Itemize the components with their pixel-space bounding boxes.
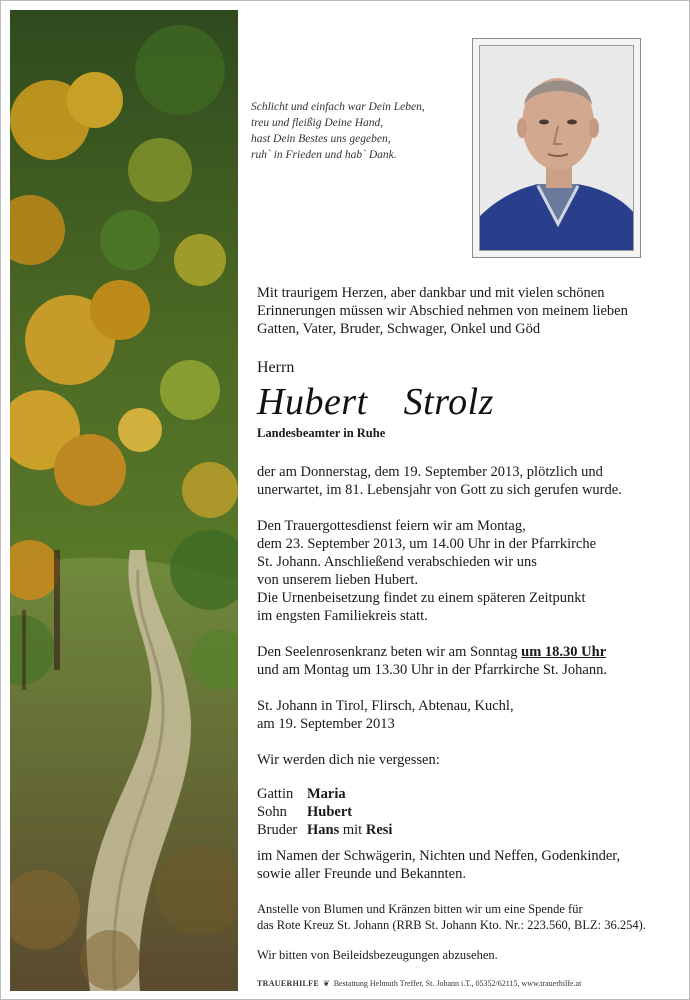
poem-line: ruh` in Frieden und hab` Dank. bbox=[251, 149, 397, 161]
place-date bbox=[257, 697, 672, 733]
portrait-frame bbox=[472, 38, 641, 258]
family-name: Maria bbox=[307, 786, 346, 802]
deceased-name: Hubert Strolz bbox=[257, 381, 494, 423]
footer-logo-icon: ❦ bbox=[322, 979, 330, 988]
donation-paragraph bbox=[257, 901, 672, 933]
salutation: Herrn bbox=[257, 359, 295, 376]
date-line: am 19. September 2013 bbox=[257, 716, 395, 732]
rosary-prefix: Den Seelenrosenkranz beten wir am Sonntag bbox=[257, 644, 522, 660]
family-role: Gattin bbox=[257, 786, 294, 802]
family-row bbox=[257, 785, 672, 803]
place-line: St. Johann in Tirol, Flirsch, Abtenau, Kuchl, bbox=[257, 698, 514, 714]
donation-line: Anstelle von Blumen und Kränzen bitten wir um eine Spende für bbox=[257, 902, 583, 916]
intro-paragraph bbox=[257, 284, 672, 338]
forest-path-image bbox=[10, 10, 238, 991]
poem-line: Schlicht und einfach war Dein Leben, bbox=[251, 101, 425, 113]
service-line: Den Trauergottesdienst feiern wir am Montag, bbox=[257, 518, 526, 534]
family-role: Bruder bbox=[257, 822, 298, 838]
footer-text: Bestattung Helmuth Treffer, St. Johann i.T., 05352/62115, www.trauerhilfe.at bbox=[333, 979, 582, 988]
never-forget: Wir werden dich nie vergessen: bbox=[257, 752, 440, 768]
donation-line: das Rote Kreuz St. Johann (RRB St. Johann Kto. Nr.: 223.560, BLZ: 36.254). bbox=[257, 918, 646, 932]
portrait-photo bbox=[479, 45, 634, 251]
family-row bbox=[257, 821, 672, 839]
family-row bbox=[257, 803, 672, 821]
service-line: im engsten Familiekreis statt. bbox=[257, 608, 428, 624]
service-paragraph bbox=[257, 517, 672, 625]
service-line: St. Johann. Anschließend verabschieden wir uns bbox=[257, 554, 537, 570]
footer bbox=[257, 979, 677, 989]
relatives-line: im Namen der Schwägerin, Nichten und Neffen, Godenkinder, bbox=[257, 848, 621, 864]
deceased-title: Landesbeamter in Ruhe bbox=[257, 426, 386, 440]
relatives-paragraph bbox=[257, 847, 672, 883]
rosary-time: um 18.30 Uhr bbox=[521, 644, 607, 660]
rosary-line-2: und am Montag um 13.30 Uhr in der Pfarrkirche St. Johann. bbox=[257, 662, 607, 678]
rosary-paragraph bbox=[257, 643, 672, 679]
poem-line: treu und fleißig Deine Hand, bbox=[251, 117, 384, 129]
family-partner: Resi bbox=[365, 822, 393, 838]
intro-line: Erinnerungen müssen wir Abschied nehmen von meinem lieben bbox=[257, 303, 628, 319]
service-line: von unserem lieben Hubert. bbox=[257, 572, 419, 588]
footer-brand: TRAUERHILFE bbox=[257, 979, 319, 988]
relatives-line: sowie aller Freunde und Bekannten. bbox=[257, 866, 466, 882]
obituary-text bbox=[257, 284, 672, 963]
poem bbox=[251, 99, 466, 163]
poem-line: hast Dein Bestes uns gegeben, bbox=[251, 133, 391, 145]
death-paragraph bbox=[257, 463, 672, 499]
family-name: Hans bbox=[307, 822, 340, 838]
service-line: Die Urnenbeisetzung findet zu einem späteren Zeitpunkt bbox=[257, 590, 586, 606]
family-list bbox=[257, 785, 672, 839]
family-with: mit bbox=[339, 822, 366, 838]
intro-line: Mit traurigem Herzen, aber dankbar und mit vielen schönen bbox=[257, 285, 605, 301]
death-line: unerwartet, im 81. Lebensjahr von Gott zu sich gerufen wurde. bbox=[257, 482, 622, 498]
intro-line: Gatten, Vater, Bruder, Schwager, Onkel und Göd bbox=[257, 321, 541, 337]
condolences-note: Wir bitten von Beileidsbezeugungen abzusehen. bbox=[257, 948, 498, 962]
rosary-line-1 bbox=[257, 643, 672, 661]
family-role: Sohn bbox=[257, 804, 287, 820]
service-line: dem 23. September 2013, um 14.00 Uhr in der Pfarrkirche bbox=[257, 536, 597, 552]
death-line: der am Donnerstag, dem 19. September 2013, plötzlich und bbox=[257, 464, 603, 480]
family-name: Hubert bbox=[307, 804, 353, 820]
